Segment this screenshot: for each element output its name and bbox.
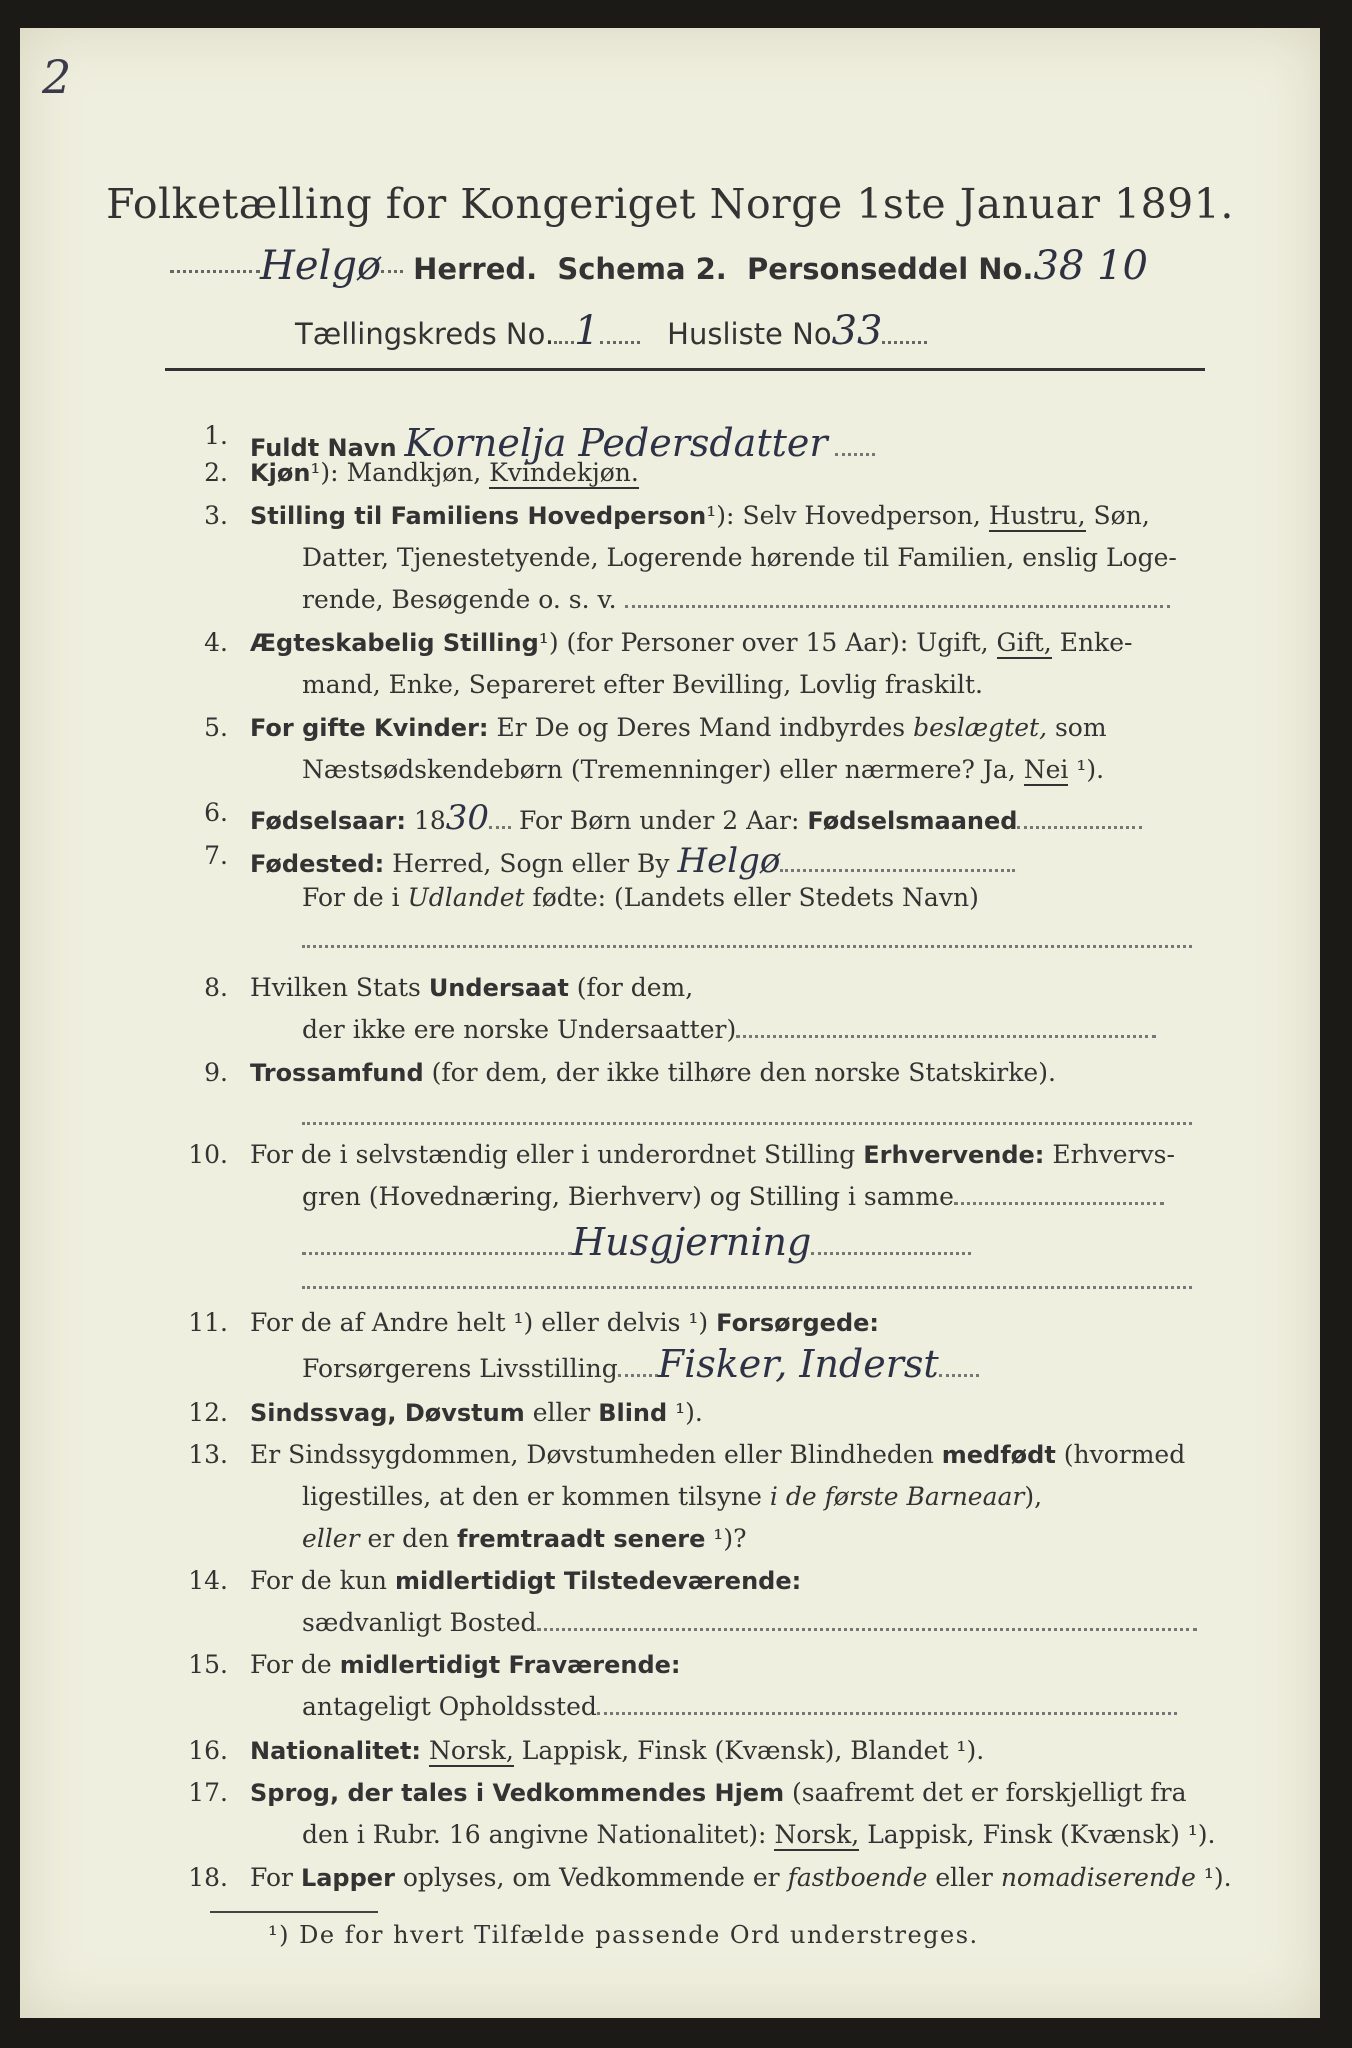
fuldt-navn-value: Kornelja Pedersdatter: [404, 421, 828, 465]
personseddel-label: Personseddel No.: [747, 252, 1034, 286]
kvindekjon-selected: Kvindekjøn.: [489, 458, 639, 487]
form-title: Folketælling for Kongeriget Norge 1ste Januar 1891.: [106, 180, 1234, 228]
norsk-language-selected: Norsk,: [774, 1820, 860, 1849]
census-form-sheet: 2 Folketælling for Kongeriget Norge 1ste Januar 1891. Helgø Herred. Schema 2. Personseddel No.38 10 Tællingskreds No. 1 Husliste No33 1. Fuldt Navn Kornelja Pedersdatter 2. Kjøn¹): Mandkjøn, Kvindekjøn. 3. Stilling til Familiens Hovedperson¹): Selv Hovedperson, Hustru, Søn, Datter, Tjenestetyende, Logerende hørende til Familien, enslig Loge- rende, Besøgende o. s. v. 4. Ægteskabelig Stilling¹) (for Personer over 15 Aar): Ugift, Gift, Enke- mand, Enke, Separeret efter Bevilling, Lovlig fraskilt. 5. For gifte Kvinder: Er De og Deres Mand indbyrdes beslægtet, som Næstsødskendebørn (Tremenninger) eller nærmere? Ja, Nei ¹). 6. Fødselsaar: 1830 For Børn under 2 Aar: Fødselsmaaned 7. Fødested: Herred, Sogn eller By Helgø For de i Udlandet fødte: (Landets eller Stedets Navn) 8. Hvilken Stats Undersaat (for dem, der ikke ere norske Undersaatter) 9. Trossamfund (for dem, der ikke tilhøre den norske Statskirke). 10. For de i selvstændig eller i underordnet Stilling Erhvervende: Erhvervs- gren (Hovednæring, Bierhverv) og Stilling i samme Husgjerning 11. For de af Andre helt ¹) eller delvis ¹) Forsørgede: Forsørgerens Livsstilling Fisker, Inderst 12. Sindssvag, Døvstum eller Blind ¹). 13. Er Sindssygdommen, Døvstumheden eller Blindheden medfødt (hvormed ligestilles, at den er kommen tilsyne i de første Barneaar), eller er den fremtraadt senere ¹)? 14. For de kun midlertidigt Tilstedeværende: sædvanligt Bosted 15. For de midlertidigt Fraværende: antageligt Opholdssted 16. Nationalitet: Norsk, Lappisk, Finsk (Kvænsk), Blandet ¹). 17. Sprog, der tales i Vedkommendes Hjem (saafremt det er forskjelligt fra den i Rubr. 16 angivne Nationalitet): Norsk, Lappisk, Finsk (Kvænsk) ¹). 18. For Lapper oplyses, om Vedkommende er fastboende eller nomadiserende ¹). ¹) De for hvert Tilfælde passende Ord understreges.: [20, 28, 1320, 2018]
fodselsaar-value: 30: [445, 798, 490, 838]
page-mark: 2: [42, 50, 72, 104]
kreds-value: 1: [574, 308, 600, 354]
header-separator: [165, 368, 1205, 371]
personseddel-value: 38 10: [1033, 243, 1148, 289]
footnote-rule: [210, 1911, 378, 1913]
kreds-label: Tællingskreds No.: [295, 317, 555, 351]
fuldt-navn-label: Fuldt Navn: [250, 434, 397, 462]
husliste-label: Husliste No: [667, 317, 832, 351]
herred-value: Helgø: [260, 243, 382, 289]
hustru-selected: Hustru,: [988, 501, 1086, 530]
header-line-1: [170, 243, 1148, 289]
fodested-value: Helgø: [677, 841, 781, 881]
footnote: ¹) De for hvert Tilfælde passende Ord understreges.: [268, 1921, 979, 1949]
herred-label: Herred.: [413, 252, 538, 286]
husliste-value: 33: [831, 308, 883, 354]
forsorger-value: Fisker, Inderst: [657, 1342, 939, 1386]
norsk-nationality-selected: Norsk,: [428, 1736, 514, 1765]
schema-label: Schema 2.: [557, 252, 727, 286]
gift-selected: Gift,: [996, 628, 1052, 657]
header-line-2: [295, 308, 927, 354]
erhverv-value: Husgjerning: [572, 1220, 812, 1264]
nei-selected: Nei: [1023, 755, 1069, 784]
